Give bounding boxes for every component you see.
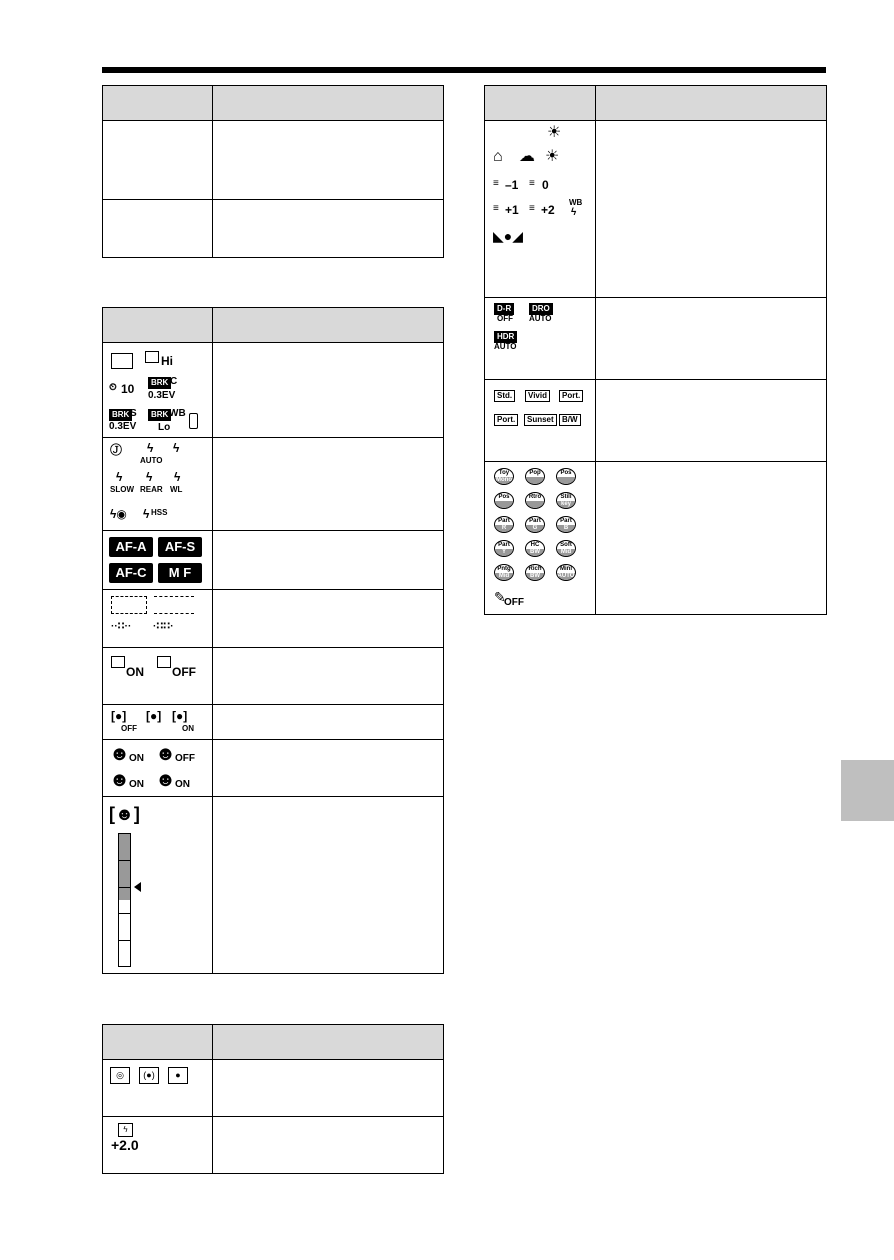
face-registration-on-label: ON [182, 724, 194, 733]
table-cell [213, 343, 444, 438]
picture-effect-sublabel: B [557, 525, 575, 532]
creative-style-icons [485, 380, 596, 462]
face-detection-on-label: ON [129, 753, 144, 764]
picture-effect-icon [494, 468, 514, 485]
picture-effect-label: Part [529, 518, 541, 524]
top-rule [102, 67, 826, 73]
table-cell [596, 121, 827, 298]
af-illuminator-off-label: OFF [172, 665, 196, 679]
table-cell [596, 298, 827, 380]
picture-effect-label: Toy [498, 470, 510, 476]
table-cell [213, 438, 444, 531]
picture-effect-sublabel: BW [526, 549, 544, 556]
flash-wb-icon: ϟ [571, 207, 577, 218]
cloudy-wb-icon: ☁ [519, 148, 535, 165]
custom-wb-icon: ◣●◢ [493, 228, 523, 244]
flash-mode-icons [103, 438, 213, 531]
multi-segment-metering-icon: ◎ [110, 1067, 130, 1084]
table-cell [213, 590, 444, 648]
wireless-flash-icon: ϟ [174, 470, 181, 484]
picture-effect-sublabel: G [526, 525, 544, 532]
bracket-icon: BRK [148, 377, 171, 389]
table-cell [213, 740, 444, 797]
face-detection-icons [103, 740, 213, 797]
rear-sync-label: REAR [140, 485, 163, 494]
picture-effect-off-icon: ✎ [494, 589, 506, 605]
remote-commander-icon [189, 413, 198, 429]
fill-flash-icon: ϟ [173, 441, 180, 455]
af-illuminator-on-icon [111, 656, 125, 668]
smile-level-divider [118, 887, 130, 888]
dro-hdr-icons [485, 298, 596, 380]
picture-effect-sublabel: Mono [496, 477, 512, 483]
bracket-s-label: S [130, 408, 137, 419]
smile-shutter-on-label: ON [129, 779, 144, 790]
picture-effect-sublabel [495, 501, 513, 508]
fluorescent-m1-label: –1 [505, 178, 519, 192]
face-detection-off-label: OFF [175, 753, 195, 764]
spot-af-area-icon: ··∷·· [111, 621, 132, 632]
picture-effect-sublabel: AUTO [557, 573, 575, 579]
rear-sync-icon: ϟ [146, 470, 153, 484]
table-cell [213, 531, 444, 590]
wide-af-area-icon [111, 596, 147, 614]
picture-effect-label: Part [498, 542, 510, 548]
single-shot-icon [111, 353, 133, 369]
creative-standard-icon: Std. [494, 390, 515, 402]
picture-effect-icon [556, 492, 576, 509]
face-registration-icons [103, 705, 213, 740]
creative-landscape-icon: Port. [494, 414, 518, 426]
flash-wb-label: WB [569, 198, 583, 207]
table-image-settings [484, 85, 827, 615]
face-detection-on-icon: ☻ [109, 743, 131, 765]
smile-level-divider [118, 860, 130, 861]
mf-icon: M F [158, 563, 202, 583]
table-header [103, 1025, 213, 1060]
red-eye-icon: ϟ◉ [110, 507, 127, 521]
picture-effect-sublabel: BW [526, 573, 544, 580]
smile-shutter-on-label: ON [175, 779, 190, 790]
af-illuminator-off-icon [157, 656, 171, 668]
table-shooting-settings [102, 307, 444, 974]
table-metering [102, 1024, 444, 1174]
table-cell [596, 380, 827, 462]
smile-shutter-icon: ☻ [155, 769, 177, 791]
picture-effect-icon [556, 516, 576, 533]
table-cell [213, 200, 444, 258]
bracket-wb-label: WB [169, 408, 186, 419]
af-illuminator-icons [103, 648, 213, 705]
bracket-wb-lo-label: Lo [158, 422, 171, 433]
picture-effect-sublabel: Mid [495, 573, 513, 580]
picture-effect-label: Pop [529, 470, 541, 476]
incandescent-wb-icon: ☀ [545, 148, 560, 165]
zone-af-area-icon [154, 596, 194, 614]
picture-effect-icon [525, 492, 545, 509]
picture-effect-sublabel [557, 477, 575, 484]
dro-auto-icon: DRO [529, 303, 553, 315]
bracket-c-label: C [170, 376, 178, 387]
picture-effect-label: Rtro [528, 494, 542, 500]
creative-vivid-icon: Vivid [525, 390, 550, 402]
table-top-left [102, 85, 444, 258]
flash-compensation-value: +2.0 [111, 1137, 139, 1153]
flash-off-icon: Ⓙ [110, 443, 123, 457]
creative-bw-icon: B/W [559, 414, 581, 426]
fluorescent-wb-icon: ≡ [493, 178, 499, 189]
table-cell [213, 1117, 444, 1174]
white-balance-icons [485, 121, 596, 298]
picture-effect-sublabel: key [557, 501, 575, 508]
smile-sensitivity-icons [103, 797, 213, 974]
picture-effect-sublabel: R [495, 525, 513, 532]
face-registration-on-icon: [●] [172, 709, 188, 723]
af-s-icon: AF-S [158, 537, 202, 557]
face-detection-off-icon: ☻ [155, 743, 177, 765]
table-header [213, 308, 444, 343]
picture-effect-label: Pntg [497, 566, 511, 572]
table-header [213, 86, 444, 121]
bracket-c-step: 0.3EV [148, 390, 176, 401]
focus-mode-icons [103, 531, 213, 590]
smile-detection-icon: [☻] [109, 804, 140, 824]
table-header [213, 1025, 444, 1060]
smile-level-divider [118, 913, 130, 914]
hdr-auto-icon: HDR [494, 331, 517, 343]
table-header [596, 86, 827, 121]
table-cell [213, 705, 444, 740]
table-header [485, 86, 596, 121]
chapter-tab [841, 760, 894, 821]
picture-effect-label: Pos [498, 494, 510, 500]
picture-effect-off-label: OFF [504, 597, 524, 608]
table-header [103, 308, 213, 343]
af-area-icons [103, 590, 213, 648]
picture-effect-label: Pos [560, 470, 572, 476]
smile-sensitivity-bar [118, 833, 131, 967]
table-header [103, 86, 213, 121]
fluorescent-0-label: 0 [542, 178, 549, 192]
table-cell [596, 462, 827, 615]
af-c-icon: AF-C [109, 563, 153, 583]
table-cell [213, 1060, 444, 1117]
picture-effect-sublabel: Mid [557, 549, 575, 556]
fluorescent-wb-icon: ≡ [529, 178, 535, 189]
face-registration-icon: [●] [146, 709, 162, 723]
dro-off-icon: D-R [494, 303, 514, 315]
shade-wb-icon: ⌂ [493, 148, 503, 165]
picture-effect-icon [494, 540, 514, 557]
self-timer-icon: ⏲ [109, 382, 117, 393]
picture-effect-icon [525, 516, 545, 533]
flash-compensation-icon: ϟ [118, 1123, 133, 1137]
picture-effect-label: Part [498, 518, 510, 524]
flash-auto-icon: ϟ [147, 441, 154, 455]
picture-effect-sublabel [526, 501, 544, 508]
table-cell [213, 121, 444, 200]
table-cell [103, 200, 213, 258]
flash-compensation-icons [103, 1117, 213, 1174]
picture-effect-label: HC [530, 542, 540, 548]
picture-effect-icon [525, 468, 545, 485]
fluorescent-p2-label: +2 [541, 203, 555, 217]
daylight-wb-icon: ☀ [547, 124, 562, 141]
smile-shutter-icon: ☻ [109, 769, 131, 791]
bracket-icon: BRK [109, 409, 132, 421]
picture-effect-sublabel: Y [495, 549, 513, 556]
af-illuminator-on-label: ON [126, 665, 144, 679]
fluorescent-wb-icon: ≡ [493, 203, 499, 214]
picture-effect-label: Rich [528, 566, 542, 572]
picture-effect-label: Still [560, 494, 572, 500]
picture-effect-icon [556, 468, 576, 485]
hss-icon: ϟ [143, 507, 150, 521]
fluorescent-wb-icon: ≡ [529, 203, 535, 214]
picture-effect-label: Soft [560, 542, 572, 548]
picture-effect-icons [485, 462, 596, 615]
table-cell [103, 121, 213, 200]
picture-effect-icon [494, 564, 514, 581]
smile-level-divider [118, 940, 130, 941]
fluorescent-p1-label: +1 [505, 203, 519, 217]
self-timer-10-label: 10 [121, 382, 135, 396]
hdr-auto-label: AUTO [494, 342, 517, 351]
wireless-flash-label: WL [170, 485, 183, 494]
creative-sunset-icon: Sunset [524, 414, 557, 426]
local-af-area-icon: ·∷∷· [153, 621, 174, 632]
bracket-icon: BRK [148, 409, 171, 421]
creative-portrait-icon: Port. [559, 390, 583, 402]
hss-label: HSS [151, 508, 168, 517]
smile-level-pointer-icon [134, 882, 141, 892]
dro-auto-label: AUTO [529, 314, 552, 323]
table-cell [213, 648, 444, 705]
af-a-icon: AF-A [109, 537, 153, 557]
picture-effect-icon [525, 540, 545, 557]
center-weighted-metering-icon: (●) [139, 1067, 159, 1084]
slow-sync-label: SLOW [110, 485, 134, 494]
picture-effect-icon [525, 564, 545, 581]
flash-auto-label: AUTO [140, 456, 163, 465]
spot-metering-icon: ● [168, 1067, 188, 1084]
picture-effect-label: Part [560, 518, 572, 524]
picture-effect-icon [556, 540, 576, 557]
bracket-s-step: 0.3EV [109, 421, 137, 432]
metering-icons [103, 1060, 213, 1117]
table-cell [213, 797, 444, 974]
face-registration-off-label: OFF [121, 724, 137, 733]
picture-effect-icon [494, 516, 514, 533]
slow-sync-icon: ϟ [116, 470, 123, 484]
dro-off-label: OFF [497, 314, 513, 323]
picture-effect-icon [494, 492, 514, 509]
continuous-hi-label: Hi [161, 354, 173, 368]
picture-effect-icon [556, 564, 576, 581]
continuous-hi-icon [145, 351, 159, 363]
picture-effect-label: Mini [560, 566, 572, 572]
face-registration-off-icon: [●] [111, 709, 127, 723]
drive-mode-icons [103, 343, 213, 438]
picture-effect-sublabel [526, 477, 544, 484]
